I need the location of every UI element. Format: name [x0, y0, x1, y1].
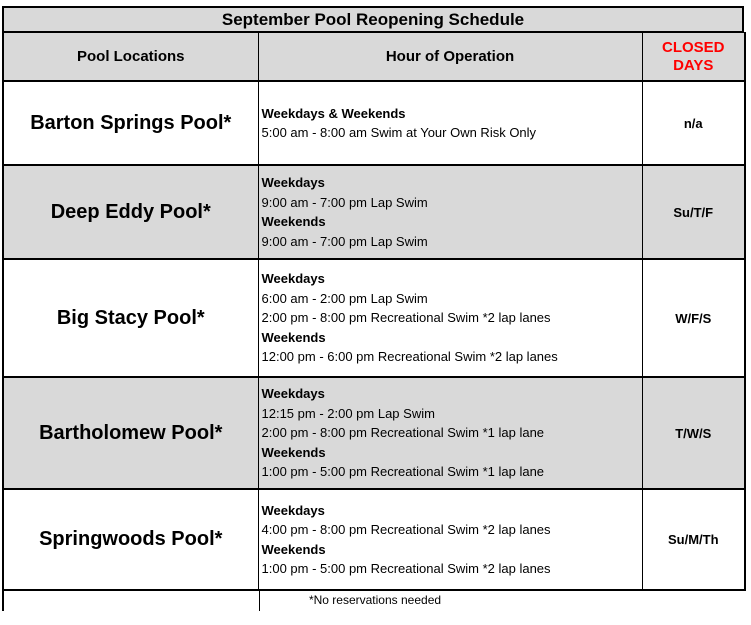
pool-schedule-table — [2, 6, 744, 611]
pool-row — [3, 81, 745, 165]
hours-line: 9:00 am - 7:00 pm Lap Swim — [261, 233, 428, 249]
header-closed-line1: CLOSED — [661, 38, 725, 56]
pool-name: Barton Springs Pool* — [3, 81, 258, 165]
pool-closed-days: Su/M/Th — [642, 489, 745, 590]
schedule-title: September Pool Reopening Schedule — [2, 6, 744, 32]
pool-hours — [258, 165, 642, 259]
pool-hours — [258, 259, 642, 377]
header-closed-line2: DAYS — [673, 56, 714, 74]
pool-name: Big Stacy Pool* — [3, 259, 258, 377]
footnote: *No reservations needed — [308, 593, 442, 607]
pool-closed-days: n/a — [642, 81, 745, 165]
hours-period-label: Weekends — [261, 329, 326, 345]
pool-hours — [258, 81, 642, 165]
pool-hours — [258, 489, 642, 590]
hours-line: 1:00 pm - 5:00 pm Recreational Swim *1 lap lane — [261, 464, 545, 480]
header-pool-locations: Pool Locations — [3, 33, 258, 82]
pool-row — [3, 377, 745, 489]
hours-line: 2:00 pm - 8:00 pm Recreational Swim *2 lap lanes — [261, 310, 551, 326]
hours-period-label: Weekends — [261, 541, 326, 557]
hours-line: 6:00 am - 2:00 pm Lap Swim — [261, 290, 428, 306]
pool-row — [3, 165, 745, 259]
hours-period-label: Weekdays — [261, 386, 325, 402]
hours-line: 12:15 pm - 2:00 pm Lap Swim — [261, 405, 435, 421]
footnote-row — [2, 591, 744, 611]
pool-closed-days: T/W/S — [642, 377, 745, 489]
hours-period-label: Weekdays — [261, 175, 325, 190]
pool-name: Springwoods Pool* — [3, 489, 258, 590]
hours-period-label: Weekdays & Weekends — [261, 105, 406, 121]
header-hours: Hour of Operation — [258, 33, 642, 82]
hours-period-label: Weekends — [261, 214, 326, 229]
header-closed-days — [642, 33, 745, 82]
hours-period-label: Weekdays — [261, 271, 325, 287]
hours-line: 2:00 pm - 8:00 pm Recreational Swim *1 lap lane — [261, 425, 545, 441]
hours-line: 1:00 pm - 5:00 pm Recreational Swim *2 lap lanes — [261, 561, 551, 576]
pool-closed-days: Su/T/F — [642, 165, 745, 259]
schedule-grid — [2, 32, 746, 591]
pool-closed-days: W/F/S — [642, 259, 745, 377]
pool-row — [3, 259, 745, 377]
hours-line: 9:00 am - 7:00 pm Lap Swim — [261, 194, 428, 210]
hours-period-label: Weekends — [261, 444, 326, 460]
pool-row — [3, 489, 745, 590]
pool-name: Bartholomew Pool* — [3, 377, 258, 489]
header-row — [3, 33, 745, 82]
pool-hours — [258, 377, 642, 489]
pool-name: Deep Eddy Pool* — [3, 165, 258, 259]
hours-line: 5:00 am - 8:00 am Swim at Your Own Risk Only — [261, 125, 537, 140]
hours-line: 12:00 pm - 6:00 pm Recreational Swim *2 lap lanes — [261, 349, 558, 365]
hours-period-label: Weekdays — [261, 502, 325, 518]
hours-line: 4:00 pm - 8:00 pm Recreational Swim *2 lap lanes — [261, 522, 551, 537]
